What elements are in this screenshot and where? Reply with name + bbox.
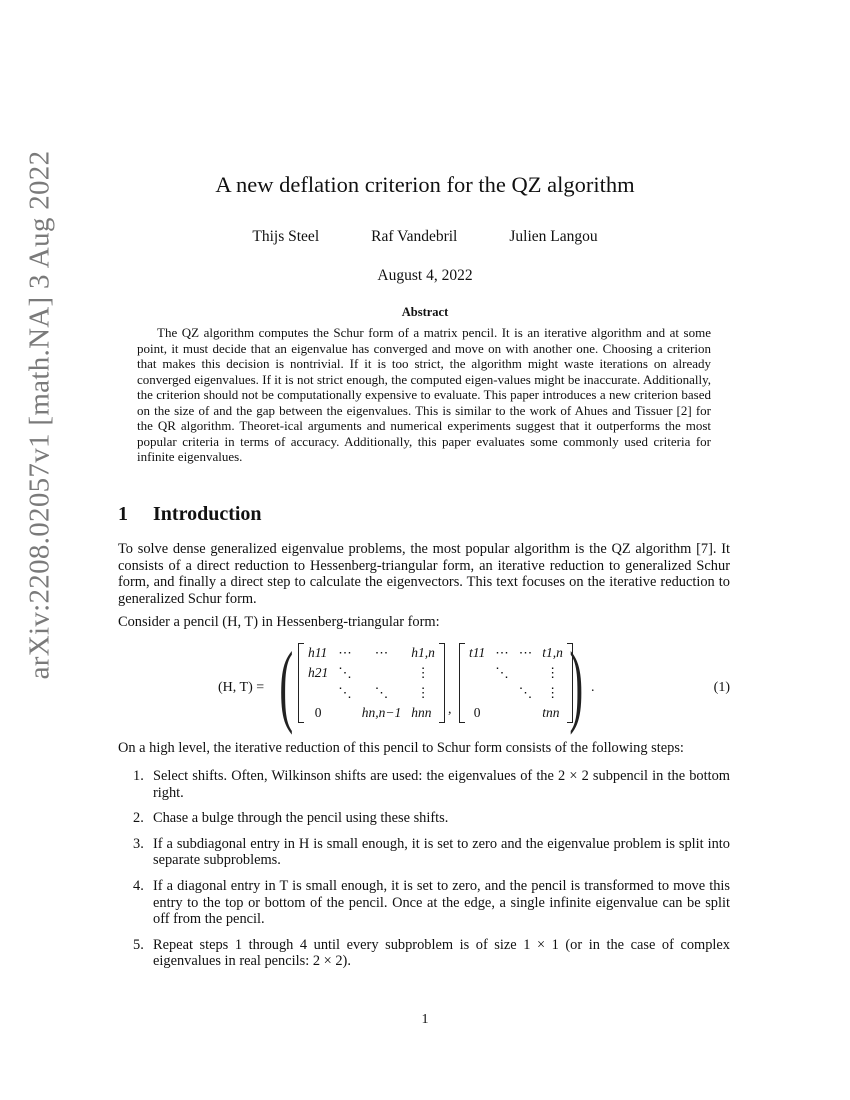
matrix-entry: h1,n	[411, 645, 435, 660]
matrix-entry	[490, 683, 514, 703]
bracket-left	[459, 643, 465, 723]
matrix-entry	[464, 663, 490, 683]
intro-paragraph: To solve dense generalized eigenvalue problems, the most popular algorithm is the QZ algorithm [7]. It consists of a direct reduction to Hessenberg-triangular form, an iterative reduction to generalized Schur form, and finally a direct step to calculate the eigenvectors. This text focuses on the iterative reduction to generalized Schur form.	[118, 541, 730, 607]
item-number: 2.	[133, 810, 144, 827]
paper-title: A new deflation criterion for the QZ algorithm	[215, 172, 635, 197]
matrix-entry: ⋮	[545, 665, 560, 680]
matrix-entry	[303, 683, 333, 703]
matrix-entry: ⋱	[518, 685, 533, 700]
consider-paragraph: Consider a pencil (H, T) in Hessenberg-triangular form:	[118, 614, 440, 630]
section-heading	[118, 503, 262, 526]
matrix-entry: ⋯	[374, 645, 389, 660]
item-number: 3.	[133, 835, 144, 852]
item-number: 5.	[133, 936, 144, 953]
matrix-entry: ⋯	[518, 645, 533, 660]
matrix-entry: ⋮	[545, 685, 560, 700]
matrix-entry: tnn	[542, 705, 560, 720]
matrix-entry: ⋮	[416, 685, 430, 700]
item-number: 4.	[133, 877, 144, 894]
section-title: Introduction	[153, 503, 262, 525]
matrix-entry	[514, 703, 538, 723]
bracket-left	[298, 643, 304, 723]
matrix-entry: ⋯	[495, 645, 509, 660]
matrix-entry: ⋮	[416, 665, 430, 680]
matrix-entry: ⋱	[338, 665, 352, 680]
matrix-t	[459, 643, 573, 723]
matrix-t-entries	[464, 643, 568, 723]
matrix-entry: h21	[308, 665, 329, 680]
steps-intro-paragraph: On a high level, the iterative reduction of this pencil to Schur form consists of the following steps:	[118, 740, 684, 756]
matrix-entry: h11	[308, 645, 328, 660]
matrix-entry	[333, 703, 357, 723]
matrix-entry: t1,n	[542, 645, 563, 660]
page-number: 1	[421, 1012, 429, 1027]
matrix-h-entries	[303, 643, 440, 723]
author: Julien Langou	[509, 228, 598, 245]
bracket-right	[439, 643, 445, 723]
item-text: If a diagonal entry in T is small enough, it is set to zero, and the pencil is transformed to move this entry to the top or bottom of the pencil. Once at the edge, a single infinite eigenvalue can be split off from the pencil.	[153, 877, 730, 928]
item-text: If a subdiagonal entry in H is small enough, it is set to zero and the eigenvalue problem is split into separate subproblems.	[153, 835, 730, 869]
list-item	[118, 836, 730, 869]
matrix-entry	[357, 663, 407, 683]
section-number: 1	[118, 503, 128, 525]
matrix-entry: ⋯	[338, 645, 352, 660]
matrix-entry: hnn	[411, 705, 432, 720]
matrix-entry	[490, 703, 514, 723]
matrix-entry: hn,n−1	[361, 705, 402, 720]
comma: ,	[448, 702, 452, 717]
steps-list	[118, 768, 730, 979]
paper-date: August 4, 2022	[377, 267, 473, 284]
author-list	[0, 228, 850, 246]
author: Raf Vandebril	[371, 228, 458, 245]
author: Thijs Steel	[252, 228, 320, 245]
list-item	[118, 810, 730, 827]
equation-number: (1)	[713, 680, 730, 695]
right-paren: )	[569, 633, 584, 735]
item-text: Repeat steps 1 through 4 until every subproblem is of size 1 × 1 (or in the case of complex eigenvalues in real pencils: 2 × 2).	[153, 936, 730, 970]
list-item	[118, 937, 730, 970]
item-number: 1.	[133, 768, 144, 784]
matrix-entry	[514, 663, 538, 683]
matrix-entry	[464, 683, 490, 703]
item-text: Chase a bulge through the pencil using these shifts.	[153, 810, 449, 827]
matrix-entry: t11	[469, 645, 486, 660]
list-item	[118, 768, 730, 801]
matrix-entry: ⋱	[495, 665, 509, 680]
matrix-entry: ⋱	[338, 685, 352, 700]
list-item	[118, 878, 730, 928]
item-text: Select shifts. Often, Wilkinson shifts are used: the eigenvalues of the 2 × 2 subpencil in the bottom right.	[153, 768, 730, 801]
matrix-entry: ⋱	[374, 685, 389, 700]
matrix-entry: 0	[473, 705, 481, 720]
matrix-entry: 0	[314, 705, 322, 720]
abstract-heading: Abstract	[401, 305, 449, 319]
period: .	[591, 680, 595, 695]
arxiv-stamp: arXiv:2208.02057v1 [math.NA] 3 Aug 2022	[23, 150, 56, 680]
equation-1	[118, 633, 730, 735]
abstract-text: The QZ algorithm computes the Schur form of a matrix pencil. It is an iterative algorithm and at some point, it must decide that an eigenvalue has converged and move on with another one. Choosing a criterion that makes this decision is nontrivial. If it is too strict, the algorithm might waste iterations on already converged eigenvalues. If it is not strict enough, the computed eigen-values might be inaccurate. Additionally, the criterion should not be computationally expensive to evaluate. This paper introduces a new criterion based on the size of and the gap between the eigenvalues. This is similar to the work of Ahues and Tissuer [2] for the QR algorithm. Theoret-ical arguments and numerical experiments suggest that it outperforms the most popular criteria in terms of accuracy. Additionally, this paper evaluates some commonly used criteria for infinite eigenvalues.	[137, 325, 711, 464]
left-paren: (	[279, 633, 294, 735]
matrix-h	[298, 643, 445, 723]
equation-lhs: (H, T) =	[218, 680, 265, 695]
